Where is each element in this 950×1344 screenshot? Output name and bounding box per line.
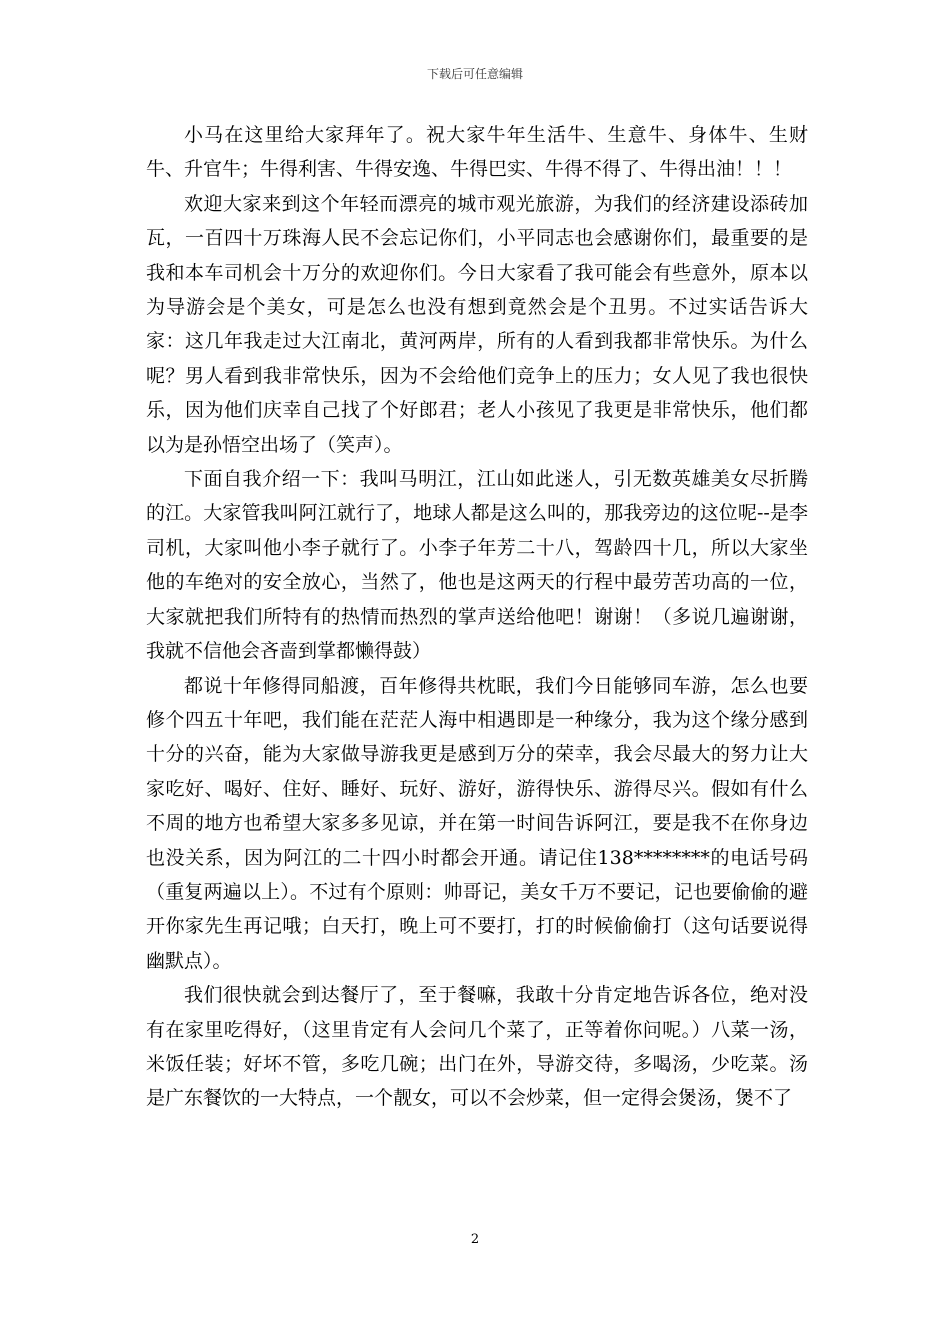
paragraph-welcome: 欢迎大家来到这个年轻而漂亮的城市观光旅游，为我们的经济建设添砖加瓦，一百四十万珠海人民不会忘记你们，小平同志也会感谢你们，最重要的是我和本车司机会十万分的欢迎你们。今日大家看了我可能会有些意外，原本以为导游会是个美女，可是怎么也没有想到竟然会是个丑男。不过实话告诉大家：这几年我走过大江南北，黄河两岸，所有的人看到我都非常快乐。为什么呢？男人看到我非常快乐，因为不会给他们竞争上的压力；女人见了我也很快乐，因为他们庆幸自己找了个好郎君；老人小孩见了我更是非常快乐，他们都以为是孙悟空出场了（笑声）。	[146, 192, 808, 456]
paragraph-new-year-greeting: 小马在这里给大家拜年了。祝大家牛年生活牛、生意牛、身体牛、生财牛、升官牛；牛得利害、牛得安逸、牛得巴实、牛得不得了、牛得出油！！！	[146, 124, 808, 181]
paragraph-self-introduction: 下面自我介绍一下：我叫马明江，江山如此迷人，引无数英雄美女尽折腾的江。大家管我叫阿江就行了，地球人都是这么叫的，那我旁边的这位呢--是李司机，大家叫他小李子就行了。小李子年芳二十八，驾龄四十几，所以大家坐他的车绝对的安全放心，当然了，他也是这两天的行程中最劳苦功高的一位，大家就把我们所特有的热情而热烈的掌声送给他吧！谢谢！（多说几遍谢谢，我就不信他会吝啬到掌都懒得鼓）	[146, 468, 808, 663]
page-number: 2	[470, 1232, 480, 1247]
paragraph-dining: 我们很快就会到达餐厅了，至于餐嘛，我敢十分肯定地告诉各位，绝对没有在家里吃得好，（这里肯定有人会问几个菜了，正等着你问呢。）八菜一汤，米饭任装；好坏不管，多吃几碗；出门在外，导游交待，多喝汤，少吃菜。汤是广东餐饮的一大特点，一个靓女，可以不会炒菜，但一定得会煲汤，煲不了	[146, 984, 808, 1110]
page-header: 下载后可任意编辑	[426, 67, 523, 81]
document-body	[146, 118, 808, 1116]
paragraph-fate-and-contact: 都说十年修得同船渡，百年修得共枕眠，我们今日能够同车游，怎么也要修个四五十年吧，我们能在茫茫人海中相遇即是一种缘分，我为这个缘分感到十分的兴奋，能为大家做导游我更是感到万分的荣幸，我会尽最大的努力让大家吃好、喝好、住好、睡好、玩好、游好，游得快乐、游得尽兴。假如有什么不周的地方也希望大家多多见谅，并在第一时间告诉阿江，要是我不在你身边也没关系，因为阿江的二十四小时都会开通。请记住138********的电话号码（重复两遍以上）。不过有个原则：帅哥记，美女千万不要记，记也要偷偷的避开你家先生再记哦；白天打，晚上可不要打，打的时候偷偷打（这句话要说得幽默点）。	[146, 674, 808, 972]
